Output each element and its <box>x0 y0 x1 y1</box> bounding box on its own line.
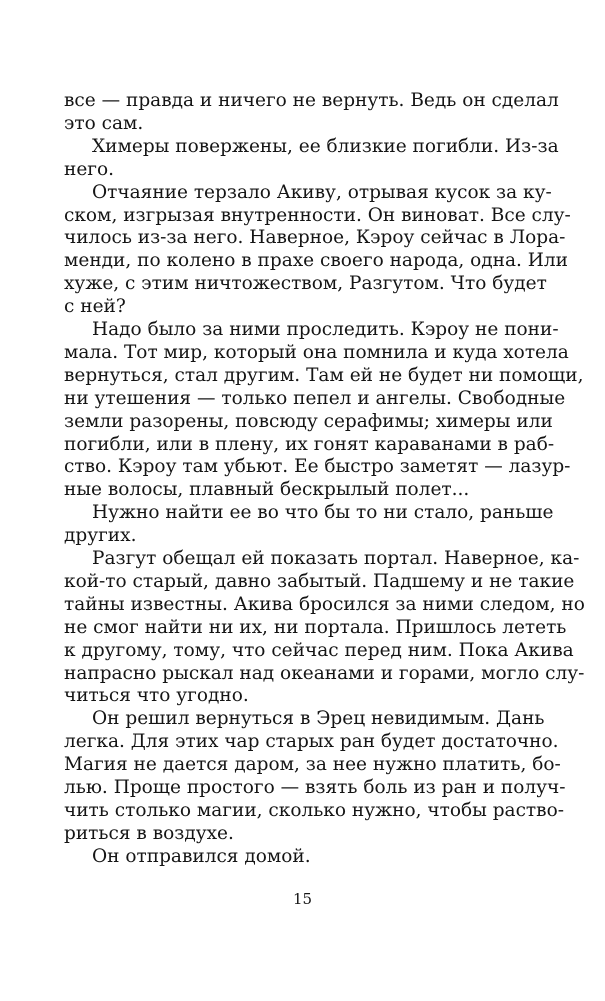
text-line: все — правда и ничего не вернуть. Ведь он сделал <box>64 90 559 111</box>
text-line: риться в воздухе. <box>64 822 234 844</box>
text-line: Отчаяние терзало Акиву, отрывая кусок за ку- <box>92 181 552 203</box>
text-line: лью. Проще простого — взять боль из ран и получ- <box>64 777 566 798</box>
text-line: читься что угодно. <box>64 685 249 707</box>
text-line: Химеры повержены, ее близкие погибли. Из-за <box>92 135 559 157</box>
text-line: к другому, тому, что сейчас перед ним. Пока Акива <box>64 639 574 661</box>
text-line: других. <box>64 525 137 547</box>
text-line: Разгут обещал ей показать портал. Наверное, ка- <box>92 548 580 569</box>
text-line: тайны известны. Акива бросился за ними следом, но <box>64 593 585 615</box>
text-line: ные волосы, плавный бескрылый полет... <box>64 479 470 501</box>
text-line: не смог найти ни их, ни портала. Пришлось лететь <box>64 616 567 638</box>
text-line: менди, по колено в прахе своего народа, одна. Или <box>64 250 568 272</box>
text-line: легка. Для этих чар старых ран будет достаточно. <box>64 731 559 753</box>
page-number: 15 <box>292 890 313 908</box>
text-line: Он решил вернуться в Эрец невидимым. Дань <box>92 708 545 730</box>
text-line: Нужно найти ее во что бы то ни стало, раньше <box>92 502 554 524</box>
text-line: него. <box>64 158 114 180</box>
text-line: Магия не дается даром, за нее нужно платить, бо- <box>64 754 561 776</box>
text-line: мала. Тот мир, который она помнила и куда хотела <box>64 341 569 363</box>
text-line: хуже, с этим ничтожеством, Разгутом. Что будет <box>64 273 547 295</box>
text-line: напрасно рыскал над океанами и горами, могло слу- <box>64 662 585 684</box>
text-line: погибли, или в плену, их гонят караванами в раб- <box>64 433 555 455</box>
text-line: Надо было за ними проследить. Кэроу не пони- <box>92 319 559 340</box>
text-line: это сам. <box>64 112 144 134</box>
text-line: ском, изгрызая внутренности. Он виноват. Все слу- <box>64 204 571 226</box>
text-line: вернуться, стал другим. Там ей не будет ни помощи, <box>64 364 584 386</box>
text-line: чилось из-за него. Наверное, Кэроу сейчас в Лора- <box>64 227 566 249</box>
text-line: ни утешения — только пепел и ангелы. Свободные <box>64 387 566 409</box>
text-line: кой-то старый, давно забытый. Падшему и не такие <box>64 570 575 592</box>
text-line: земли разорены, повсюду серафимы; химеры или <box>64 410 553 432</box>
text-line: ство. Кэроу там убьют. Ее быстро заметят — лазур- <box>64 456 571 478</box>
text-line: с ней? <box>64 296 126 318</box>
text-line: чить столько магии, сколько нужно, чтобы раство- <box>64 799 564 821</box>
text-line: Он отправился домой. <box>92 845 311 867</box>
